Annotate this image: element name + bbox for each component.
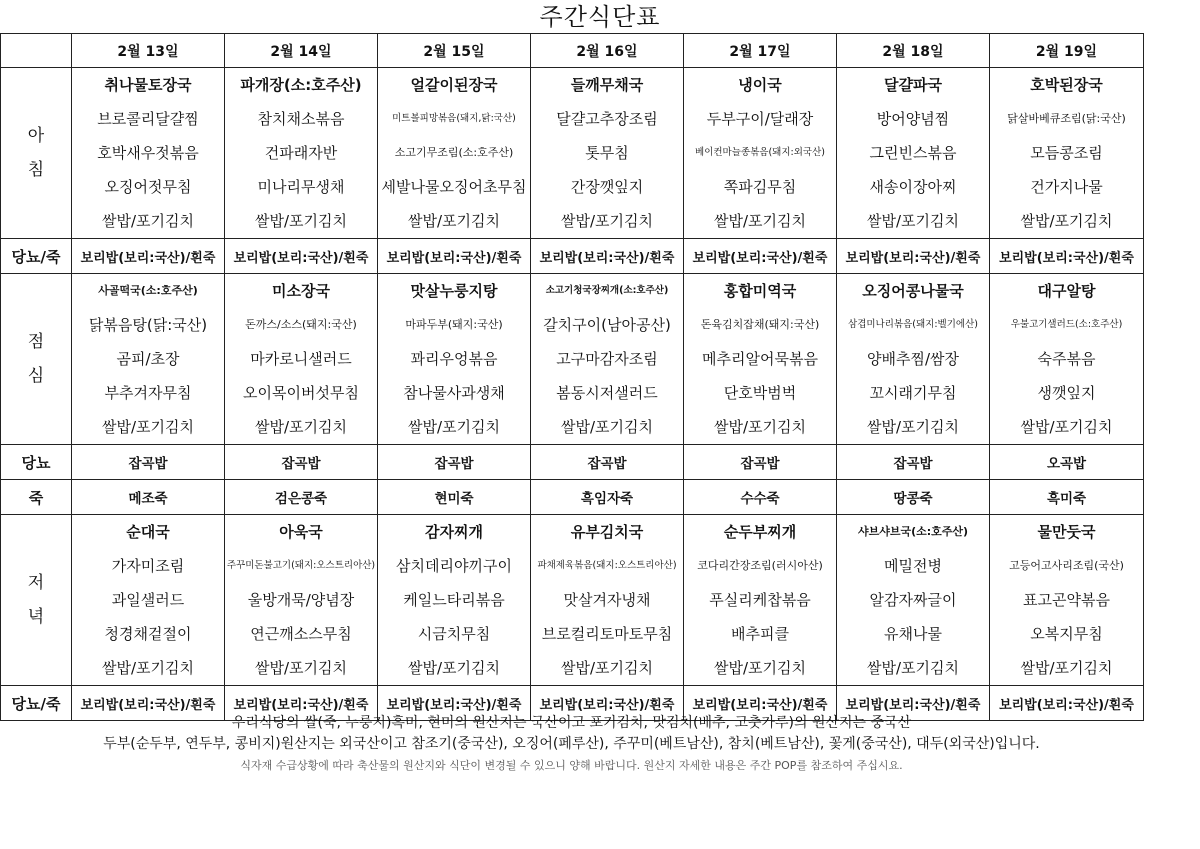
menu-item: 단호박범벅: [723, 384, 797, 402]
menu-item: 고등어고사리조림(국산): [1009, 559, 1124, 572]
lunch-diabetes-rice-cell: 오곡밥: [990, 445, 1144, 480]
menu-item: 배추피클: [731, 625, 789, 643]
lunch-porridge-row: [1, 480, 1144, 515]
row-label-breakfast-extra: 당뇨/죽: [1, 239, 72, 274]
soup-item: 오징어콩나물국: [862, 282, 964, 300]
menu-item: 참나물사과생채: [403, 384, 505, 402]
menu-item: 갈치구이(남아공산): [543, 316, 671, 334]
menu-item: 브로콜리달걀찜: [97, 110, 199, 128]
origin-note-line: 두부(순두부, 연두부, 콩비지)원산지는 외국산이고 참조기(중국산), 오징어(페루산), 주꾸미(베트남산), 참치(베트남산), 꽃게(중국산), 대두(외국산)입니다.: [103, 736, 1040, 752]
menu-item: 맛살겨자냉채: [563, 591, 651, 609]
menu-item: 닭볶음탕(닭:국산): [88, 316, 208, 334]
origin-note-line: 우리식당의 쌀(죽, 누룽지)흑미, 현미의 원산지는 국산이고 포기김치, 맛김치(배추, 고춧가루)의 원산지는 중국산: [231, 715, 912, 731]
breakfast-rice-porridge-cell: 보리밥(보리:국산)/흰죽: [225, 239, 378, 274]
dinner-day-cell: [378, 515, 531, 686]
lunch-diabetes-row: [1, 445, 1144, 480]
menu-item: 오이목이버섯무침: [243, 384, 359, 402]
breakfast-rice-porridge-cell: 보리밥(보리:국산)/흰죽: [684, 239, 837, 274]
lunch-porridge-cell: 현미죽: [378, 480, 531, 515]
dinner-rice-porridge-cell: 보리밥(보리:국산)/흰죽: [225, 686, 378, 721]
soup-item: 호박된장국: [1030, 76, 1103, 94]
menu-item: 오징어젓무침: [104, 178, 192, 196]
menu-item: 가자미조림: [111, 557, 185, 575]
menu-item: 건가지나물: [1030, 178, 1103, 196]
menu-item: 브로컬리토마토무침: [541, 625, 673, 643]
dinner-day-cell: [531, 515, 684, 686]
menu-item: 쌀밥/포기김치: [1020, 659, 1113, 677]
dinner-rice-porridge-cell: 보리밥(보리:국산)/흰죽: [837, 686, 990, 721]
meal-label-char: 녁: [27, 607, 45, 627]
meal-label-char: 침: [27, 160, 45, 180]
menu-item: 우불고기샐러드(소:호주산): [1010, 319, 1123, 330]
disclaimer-note: 식자재 수급상황에 따라 축산물의 원산지와 식단이 변경될 수 있으니 양해 바랍니다. 원산지 자세한 내용은 주간 POP를 참조하여 주십시요.: [240, 759, 903, 772]
menu-item: 참치채소볶음: [257, 110, 345, 128]
dinner-rice-porridge-cell: 보리밥(보리:국산)/흰죽: [990, 686, 1144, 721]
menu-item: 양배추찜/쌈장: [867, 350, 959, 368]
dinner-row: [1, 515, 1144, 686]
menu-item: 쌀밥/포기김치: [408, 659, 500, 677]
menu-item: 연근깨소스무침: [250, 625, 352, 643]
menu-item: 그린빈스볶음: [869, 144, 957, 162]
lunch-day-cell: [990, 274, 1144, 445]
menu-item: 새송이장아찌: [869, 178, 957, 196]
menu-item: 달걀고추장조림: [556, 110, 658, 128]
breakfast-day-cell: [837, 68, 990, 239]
soup-item: 대구알탕: [1037, 282, 1096, 300]
breakfast-day-cell: [72, 68, 225, 239]
breakfast-day-cell: [531, 68, 684, 239]
lunch-diabetes-rice-cell: 잡곡밥: [837, 445, 990, 480]
menu-item: 쌀밥/포기김치: [408, 212, 500, 230]
breakfast-rice-porridge-cell: 보리밥(보리:국산)/흰죽: [531, 239, 684, 274]
day-header: 2월 13일: [72, 34, 225, 68]
menu-item: 돈육김치잡채(돼지:국산): [700, 318, 820, 331]
menu-item: 호박새우젓볶음: [97, 144, 199, 162]
menu-item: 소고기무조림(소:호주산): [394, 146, 514, 159]
menu-item: 쌀밥/포기김치: [102, 659, 194, 677]
menu-item: 베이컨마늘종볶음(돼지:외국산): [695, 147, 825, 158]
breakfast-rice-porridge-cell: 보리밥(보리:국산)/흰죽: [378, 239, 531, 274]
soup-item: 샤브샤브국(소:호주산): [857, 525, 969, 538]
menu-item: 알감자짜글이: [869, 591, 957, 609]
meal-label-dinner: [1, 515, 72, 686]
soup-item: 미소장국: [272, 282, 330, 300]
menu-item: 세발나물오징어초무침: [381, 178, 527, 196]
soup-item: 순두부찌개: [723, 523, 797, 541]
dinner-rice-porridge-cell: 보리밥(보리:국산)/흰죽: [72, 686, 225, 721]
menu-item: 돈까스/소스(돼지:국산): [245, 318, 357, 331]
lunch-diabetes-rice-cell: 잡곡밥: [378, 445, 531, 480]
breakfast-extra-row: [1, 239, 1144, 274]
row-label-lunch-diabetes: 당뇨: [1, 445, 72, 480]
soup-item: 물만둣국: [1037, 523, 1096, 541]
menu-item: 마파두부(돼지:국산): [405, 318, 503, 331]
dinner-rice-porridge-cell: 보리밥(보리:국산)/흰죽: [531, 686, 684, 721]
dinner-rice-porridge-cell: 보리밥(보리:국산)/흰죽: [378, 686, 531, 721]
menu-item: 푸실리케찹볶음: [709, 591, 811, 609]
menu-item: 봄동시저샐러드: [556, 384, 658, 402]
menu-item: 간장깻잎지: [570, 178, 644, 196]
lunch-day-cell: [531, 274, 684, 445]
menu-item: 울방개묵/양념장: [247, 591, 355, 609]
corner-cell: [1, 34, 72, 68]
menu-item: 숙주볶음: [1037, 350, 1096, 368]
dinner-day-cell: [225, 515, 378, 686]
menu-item: 미나리무생채: [257, 178, 345, 196]
lunch-day-cell: [225, 274, 378, 445]
lunch-porridge-cell: 흑미죽: [990, 480, 1144, 515]
menu-item: 쪽파김무침: [723, 178, 797, 196]
soup-item: 순대국: [126, 523, 170, 541]
menu-item: 닭살바베큐조림(닭:국산): [1007, 112, 1126, 125]
menu-item: 쌀밥/포기김치: [561, 659, 653, 677]
breakfast-row: [1, 68, 1144, 239]
soup-item: 사골떡국(소:호주산): [98, 284, 198, 297]
menu-item: 톳무침: [585, 144, 629, 162]
soup-item: 아욱국: [279, 523, 323, 541]
day-header: 2월 17일: [684, 34, 837, 68]
breakfast-rice-porridge-cell: 보리밥(보리:국산)/흰죽: [837, 239, 990, 274]
soup-item: 들깨무채국: [570, 76, 644, 94]
dinner-day-cell: [837, 515, 990, 686]
menu-item: 두부구이/달래장: [706, 110, 814, 128]
lunch-diabetes-rice-cell: 잡곡밥: [531, 445, 684, 480]
page-title: 주간식단표: [539, 3, 661, 31]
breakfast-day-cell: [684, 68, 837, 239]
menu-item: 방어양념찜: [876, 110, 950, 128]
menu-item: 모듬콩조림: [1030, 144, 1103, 162]
soup-item: 감자찌개: [425, 523, 483, 541]
soup-item: 파개장(소:호주산): [240, 76, 362, 94]
menu-item: 쌀밥/포기김치: [867, 659, 959, 677]
lunch-diabetes-rice-cell: 잡곡밥: [225, 445, 378, 480]
breakfast-rice-porridge-cell: 보리밥(보리:국산)/흰죽: [72, 239, 225, 274]
menu-item: 고구마감자조림: [556, 350, 658, 368]
menu-item: 메밀전병: [884, 557, 942, 575]
menu-item: 쌀밥/포기김치: [714, 418, 806, 436]
meal-label-lunch: [1, 274, 72, 445]
menu-item: 오복지무침: [1030, 625, 1103, 643]
menu-item: 파채제육볶음(돼지:오스트리아산): [537, 560, 677, 571]
menu-item: 부추겨자무침: [104, 384, 192, 402]
menu-item: 쌀밥/포기김치: [102, 418, 194, 436]
lunch-day-cell: [684, 274, 837, 445]
menu-item: 쌀밥/포기김치: [1020, 212, 1113, 230]
soup-item: 달걀파국: [884, 76, 942, 94]
day-header: 2월 14일: [225, 34, 378, 68]
soup-item: 냉이국: [738, 76, 782, 94]
menu-item: 쌀밥/포기김치: [102, 212, 194, 230]
menu-item: 메추리알어묵볶음: [702, 350, 818, 368]
menu-item: 건파래자반: [264, 144, 338, 162]
menu-item: 유채나물: [884, 625, 942, 643]
meal-label-char: 저: [27, 573, 45, 593]
menu-item: 쌀밥/포기김치: [1020, 418, 1113, 436]
day-header: 2월 18일: [837, 34, 990, 68]
lunch-porridge-cell: 흑임자죽: [531, 480, 684, 515]
header-row: [1, 34, 1144, 68]
menu-item: 코다리간장조림(러시아산): [697, 559, 823, 572]
lunch-day-cell: [837, 274, 990, 445]
meal-label-char: 심: [27, 366, 45, 386]
dinner-day-cell: [72, 515, 225, 686]
row-label-dinner-extra: 당뇨/죽: [1, 686, 72, 721]
dinner-day-cell: [990, 515, 1144, 686]
meal-label-char: 아: [27, 126, 45, 146]
menu-item: 삼치데리야끼구이: [396, 557, 512, 575]
menu-item: 곰피/초장: [116, 350, 180, 368]
menu-item: 삼겹미나리볶음(돼지:벨기에산): [848, 319, 978, 330]
menu-item: 쌀밥/포기김치: [561, 418, 653, 436]
menu-item: 과일샐러드: [111, 591, 185, 609]
lunch-day-cell: [72, 274, 225, 445]
lunch-row: [1, 274, 1144, 445]
row-label-lunch-porridge: 죽: [1, 480, 72, 515]
dinner-day-cell: [684, 515, 837, 686]
soup-item: 취나물토장국: [104, 76, 192, 94]
day-header: 2월 19일: [990, 34, 1144, 68]
menu-item: 시금치무침: [417, 625, 491, 643]
menu-item: 미트볼피망볶음(돼지,닭:국산): [392, 113, 516, 124]
soup-item: 유부김치국: [570, 523, 644, 541]
menu-item: 쌀밥/포기김치: [255, 659, 347, 677]
menu-item: 쌀밥/포기김치: [714, 659, 806, 677]
meal-label-char: 점: [27, 332, 45, 352]
menu-item: 쌀밥/포기김치: [561, 212, 653, 230]
menu-item: 쌀밥/포기김치: [255, 212, 347, 230]
menu-item: 꽈리우엉볶음: [410, 350, 498, 368]
lunch-porridge-cell: 검은콩죽: [225, 480, 378, 515]
menu-item: 쌀밥/포기김치: [867, 418, 959, 436]
lunch-diabetes-rice-cell: 잡곡밥: [72, 445, 225, 480]
origin-notes: [0, 713, 1143, 776]
meal-label-breakfast: [1, 68, 72, 239]
breakfast-rice-porridge-cell: 보리밥(보리:국산)/흰죽: [990, 239, 1144, 274]
lunch-diabetes-rice-cell: 잡곡밥: [684, 445, 837, 480]
breakfast-day-cell: [225, 68, 378, 239]
menu-item: 꼬시래기무침: [869, 384, 957, 402]
menu-item: 생깻잎지: [1037, 384, 1096, 402]
menu-item: 청경채겉절이: [104, 625, 192, 643]
lunch-porridge-cell: 수수죽: [684, 480, 837, 515]
menu-item: 주꾸미돈불고기(돼지:오스트리아산): [226, 560, 376, 571]
lunch-porridge-cell: 메조죽: [72, 480, 225, 515]
menu-item: 케일느타리볶음: [403, 591, 505, 609]
menu-item: 쌀밥/포기김치: [255, 418, 347, 436]
day-header: 2월 15일: [378, 34, 531, 68]
menu-item: 마카로니샐러드: [250, 350, 352, 368]
soup-item: 맛살누룽지탕: [410, 282, 498, 300]
lunch-day-cell: [378, 274, 531, 445]
menu-item: 쌀밥/포기김치: [714, 212, 806, 230]
breakfast-day-cell: [990, 68, 1144, 239]
lunch-porridge-cell: 땅콩죽: [837, 480, 990, 515]
dinner-rice-porridge-cell: 보리밥(보리:국산)/흰죽: [684, 686, 837, 721]
menu-item: 쌀밥/포기김치: [408, 418, 500, 436]
soup-item: 홍합미역국: [723, 282, 797, 300]
soup-item: 얼갈이된장국: [410, 76, 498, 94]
menu-item: 표고곤약볶음: [1023, 591, 1110, 609]
day-header: 2월 16일: [531, 34, 684, 68]
breakfast-day-cell: [378, 68, 531, 239]
menu-item: 쌀밥/포기김치: [867, 212, 959, 230]
weekly-menu-table: [0, 33, 1144, 721]
soup-item: 소고기청국장찌개(소:호주산): [545, 285, 669, 296]
